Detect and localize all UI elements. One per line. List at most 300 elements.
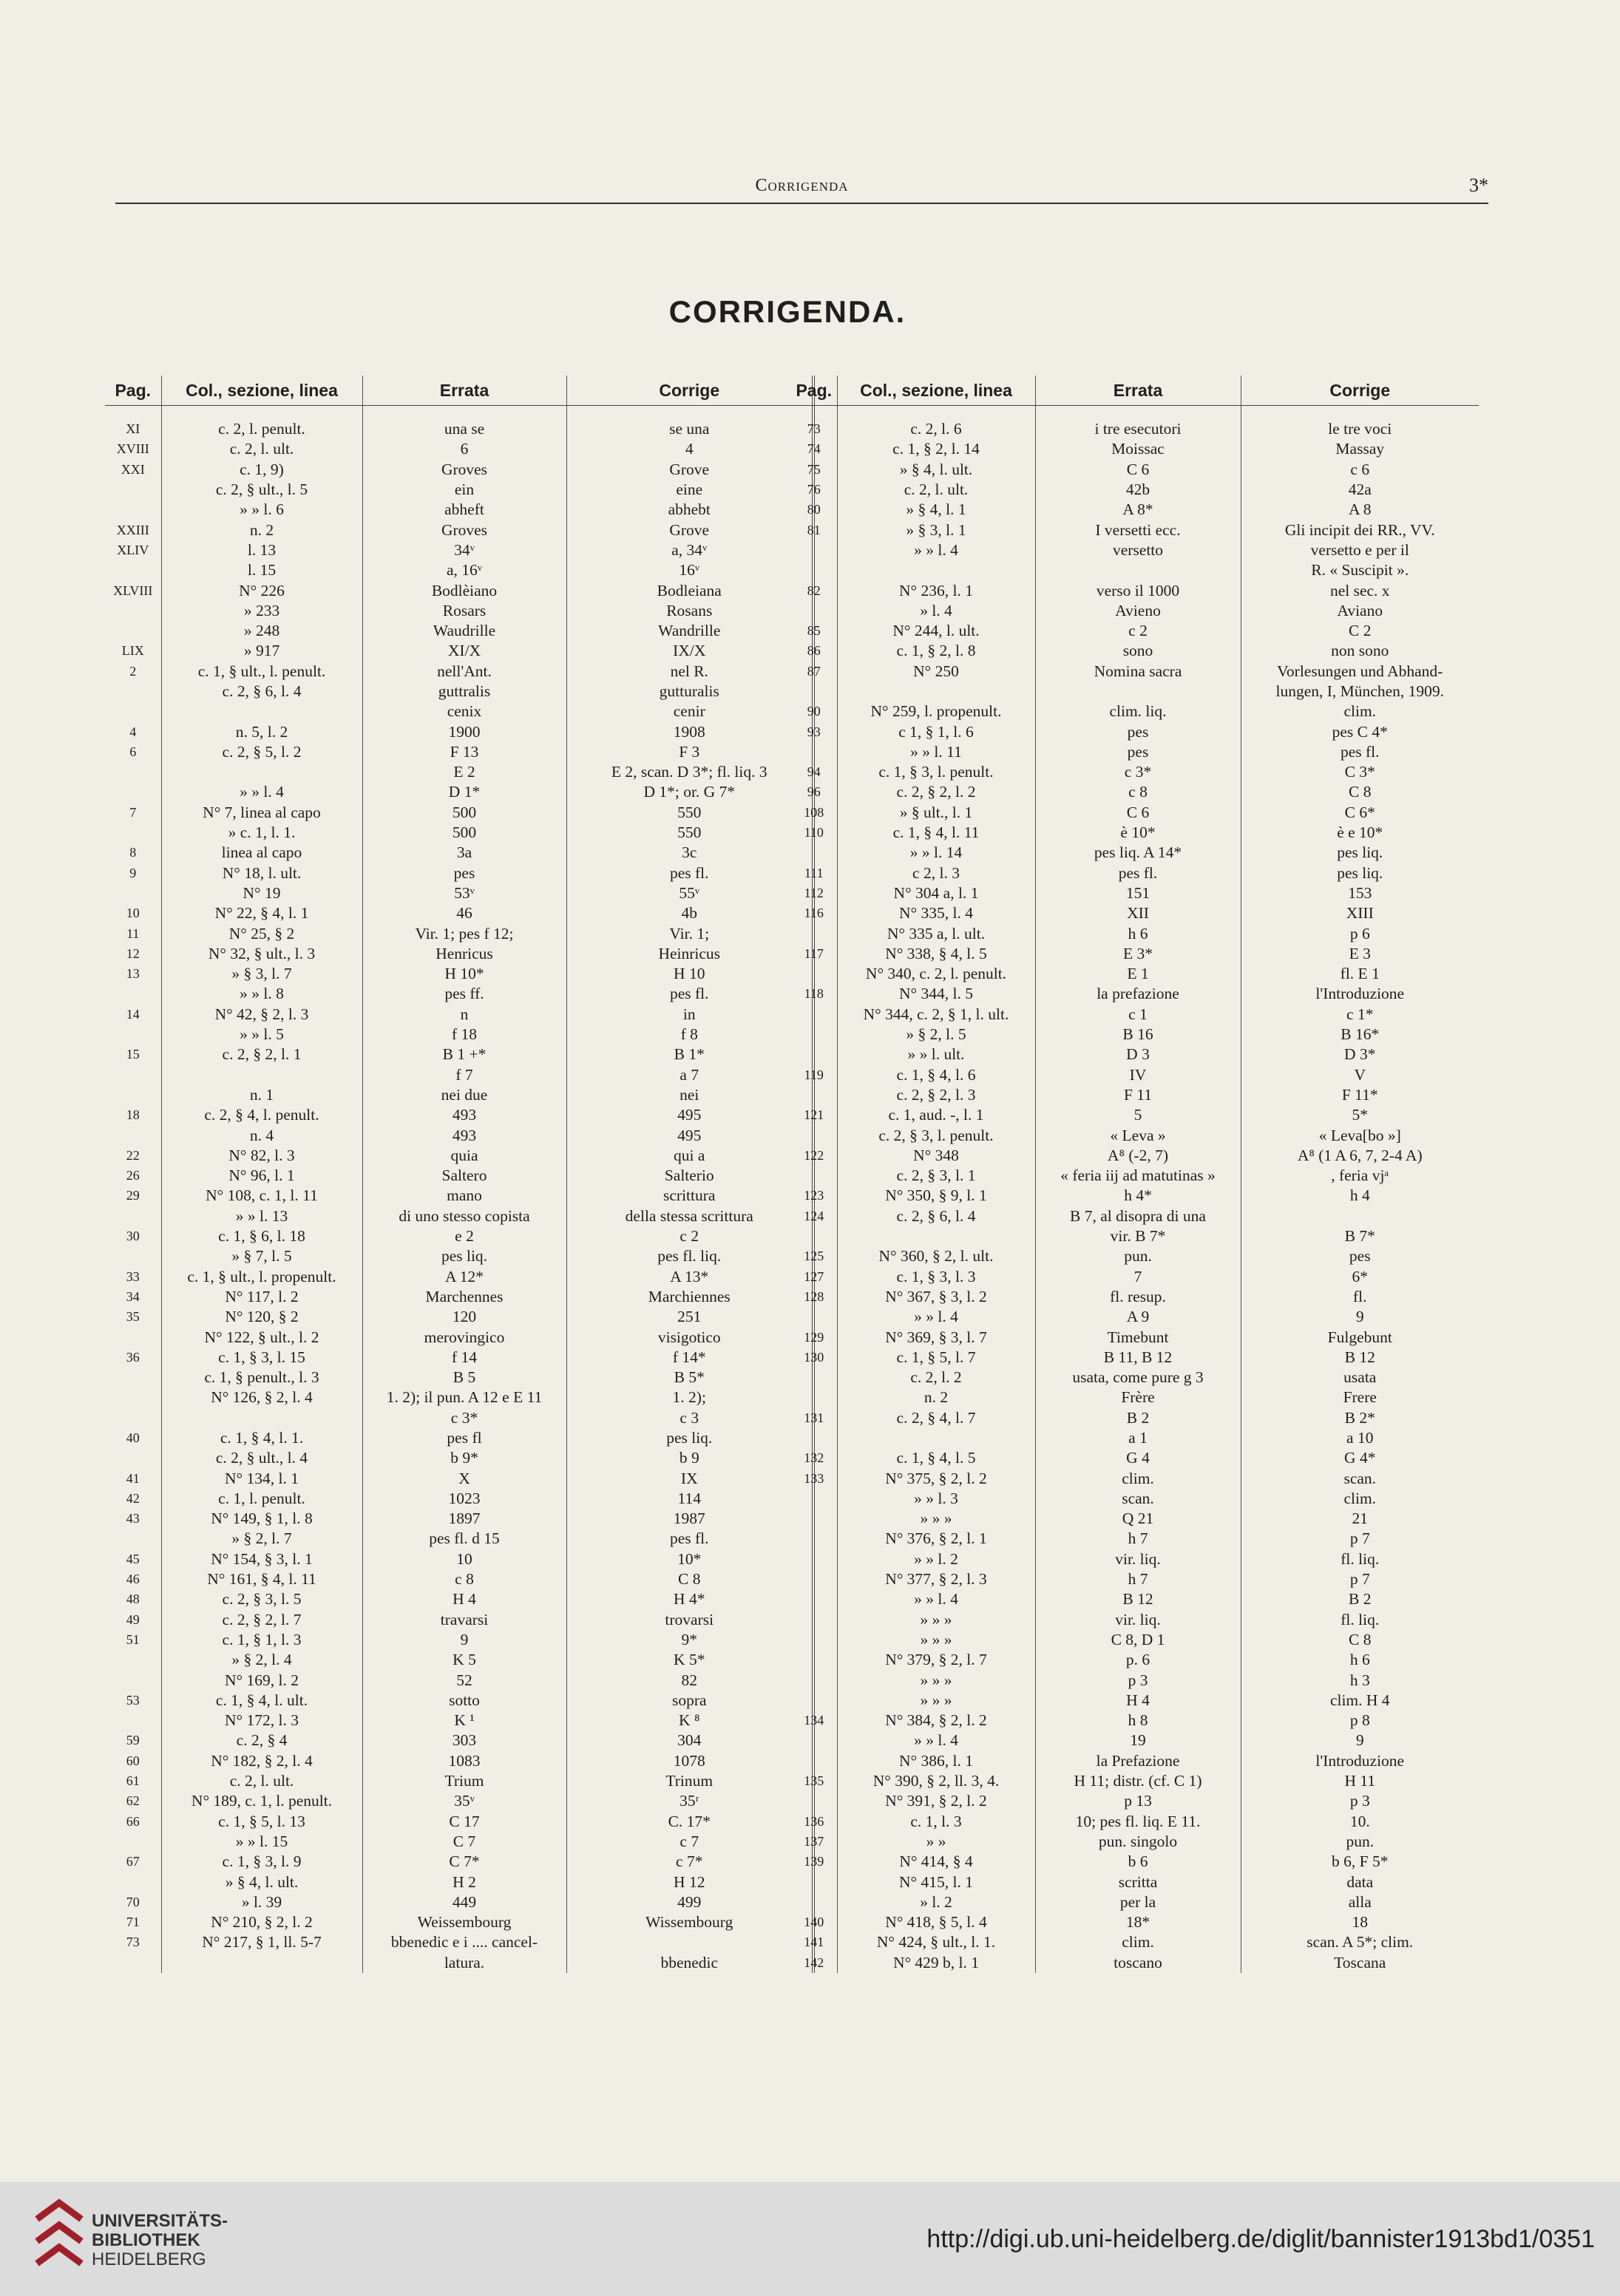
cell-pag: 8 (105, 843, 161, 863)
cell-col-section-line: c. 1, § 3, l. 15 (161, 1348, 362, 1368)
cell-col-section-line: n. 2 (161, 520, 362, 540)
cell-pag (105, 480, 161, 500)
cell-col-section-line: n. 5, l. 2 (161, 721, 362, 741)
table-row (105, 1186, 813, 1206)
table-row (105, 1529, 813, 1549)
cell-errata: guttralis (362, 682, 566, 702)
cell-pag: 139 (791, 1852, 837, 1872)
cell-col-section-line (837, 1428, 1035, 1448)
table-header-row (105, 376, 813, 406)
table-row (791, 702, 1479, 721)
cell-pag: 90 (791, 702, 837, 721)
cell-errata: di uno stesso copista (362, 1206, 566, 1226)
cell-corrige: trovarsi (566, 1610, 813, 1630)
cell-corrige: G 4* (1344, 1449, 1376, 1467)
cell-errata: pes (1035, 721, 1241, 741)
cell-corrige: 4 (566, 439, 813, 459)
table-row (105, 1287, 813, 1307)
cell-pag: 66 (105, 1811, 161, 1831)
cell-pag: 29 (105, 1186, 161, 1206)
table-row (105, 1791, 813, 1811)
cell-pag (105, 1529, 161, 1549)
cell-col-section-line: » » l. 15 (161, 1832, 362, 1852)
cell-col-section-line: c. 1, § 4, l. 11 (837, 823, 1035, 843)
cell-col-section-line: c. 2, § 2, l. 3 (837, 1085, 1035, 1105)
cell-corrige: scan. A 5*; clim. (1306, 1933, 1414, 1952)
cell-errata: « feria iij ad matutinas » (1035, 1166, 1241, 1186)
table-row (791, 883, 1479, 903)
table-row (105, 702, 813, 721)
cell-errata: 500 (362, 803, 566, 823)
cell-corrige: , feria vjᵃ (1331, 1166, 1389, 1185)
cell-corrige: cenir (566, 702, 813, 721)
table-row (791, 782, 1479, 802)
table-row (105, 1932, 813, 1952)
cell-corrige: h 6 (1349, 1651, 1370, 1669)
cell-pag: LIX (105, 641, 161, 661)
col-header-pag: Pag. (791, 376, 837, 406)
cell-errata: « Leva » (1035, 1125, 1241, 1145)
cell-pag: 117 (791, 944, 837, 964)
table-row (791, 480, 1479, 500)
cell-corrige: 3c (566, 843, 813, 863)
cell-pag (105, 1650, 161, 1670)
table-row (791, 1428, 1479, 1448)
cell-errata: pun. singolo (1035, 1832, 1241, 1852)
cell-corrige: Trinum (566, 1771, 813, 1791)
cell-pag: 13 (105, 964, 161, 984)
cell-pag (791, 1751, 837, 1771)
cell-pag (791, 1368, 837, 1388)
table-row (791, 1246, 1479, 1266)
cell-corrige: 499 (566, 1892, 813, 1912)
table-row (791, 580, 1479, 600)
cell-col-section-line: c. 2, § 3, l. 1 (837, 1166, 1035, 1186)
table-row (105, 1509, 813, 1529)
cell-corrige: è e 10* (1337, 823, 1383, 842)
cell-pag (791, 601, 837, 621)
cell-pag: 127 (791, 1266, 837, 1286)
cell-pag: 22 (105, 1146, 161, 1166)
cell-corrige: versetto e per il (1310, 540, 1409, 559)
cell-errata: B 16 (1035, 1025, 1241, 1045)
cell-corrige: p 8 (1349, 1711, 1370, 1730)
cell-corrige: A 8 (1349, 500, 1372, 519)
cell-errata: è 10* (1035, 823, 1241, 843)
cell-col-section-line: N° 117, l. 2 (161, 1287, 362, 1307)
cell-pag: 18 (105, 1105, 161, 1125)
cell-pag: XXI (105, 460, 161, 480)
cell-errata: 1083 (362, 1751, 566, 1771)
table-row (791, 1509, 1479, 1529)
cell-corrige: l'Introduzione (1315, 985, 1405, 1003)
cell-errata: c 3* (1035, 762, 1241, 782)
cell-col-section-line: » » l. 4 (161, 782, 362, 802)
corrigenda-table-left (105, 376, 815, 1973)
table-row (791, 964, 1479, 984)
cell-pag: 33 (105, 1266, 161, 1286)
table-row (791, 843, 1479, 863)
cell-errata: XII (1035, 903, 1241, 923)
cell-corrige: Heinricus (566, 944, 813, 964)
table-row (105, 1811, 813, 1831)
cell-corrige: C 6* (1344, 803, 1375, 821)
table-row (105, 1953, 813, 1973)
cell-errata: h 8 (1035, 1711, 1241, 1731)
table-row (105, 1025, 813, 1045)
cell-errata: fl. resup. (1035, 1287, 1241, 1307)
cell-col-section-line: c. 2, l. ult. (837, 480, 1035, 500)
table-row (791, 460, 1479, 480)
cell-col-section-line: N° 161, § 4, l. 11 (161, 1569, 362, 1589)
table-row (105, 1731, 813, 1750)
cell-col-section-line: » l. 4 (837, 601, 1035, 621)
cell-corrige: Massay (1335, 440, 1385, 458)
cell-pag: 80 (791, 500, 837, 520)
table-row (791, 439, 1479, 459)
cell-corrige: 18 (1352, 1913, 1368, 1932)
cell-errata: h 6 (1035, 923, 1241, 943)
table-row (105, 742, 813, 762)
cell-col-section-line: » » l. 4 (837, 1589, 1035, 1609)
cell-errata: Waudrille (362, 621, 566, 641)
table-row (791, 406, 1479, 440)
table-row (105, 782, 813, 802)
cell-col-section-line: N° 42, § 2, l. 3 (161, 1005, 362, 1025)
cell-corrige: B 2 (1349, 1590, 1372, 1609)
cell-pag: 12 (105, 944, 161, 964)
cell-col-section-line: N° 377, § 2, l. 3 (837, 1569, 1035, 1589)
cell-corrige: Grove (566, 460, 813, 480)
cell-pag (791, 1388, 837, 1407)
cell-pag (105, 702, 161, 721)
cell-errata: 1023 (362, 1489, 566, 1509)
table-row (105, 439, 813, 459)
table-row (791, 1872, 1479, 1892)
cell-col-section-line: » » » (837, 1509, 1035, 1529)
table-row (791, 823, 1479, 843)
table-row (105, 601, 813, 621)
cell-col-section-line: c. 2, l. 2 (837, 1368, 1035, 1388)
source-url[interactable]: http://digi.ub.uni-heidelberg.de/diglit/bannister1913bd1/0351 (926, 2225, 1595, 2253)
cell-col-section-line: » § 2, l. 4 (161, 1650, 362, 1670)
cell-corrige: B 2* (1344, 1408, 1375, 1427)
cell-col-section-line: » » » (837, 1670, 1035, 1690)
cell-errata: 303 (362, 1731, 566, 1750)
cell-errata: la Prefazione (1035, 1751, 1241, 1771)
table-row (105, 682, 813, 702)
table-row (105, 1348, 813, 1368)
cell-pag (791, 1691, 837, 1711)
cell-errata: c 2 (1035, 621, 1241, 641)
cell-corrige: nei (566, 1085, 813, 1105)
table-row (791, 1711, 1479, 1731)
cell-pag: 121 (791, 1105, 837, 1125)
cell-col-section-line: » l. 39 (161, 1892, 362, 1912)
cell-errata: f 14 (362, 1348, 566, 1368)
cell-col-section-line: » § 2, l. 7 (161, 1529, 362, 1549)
table-row (791, 1691, 1479, 1711)
cell-errata: Nomina sacra (1035, 662, 1241, 682)
cell-corrige: 35ʳ (566, 1791, 813, 1811)
cell-pag: 128 (791, 1287, 837, 1307)
cell-corrige: Grove (566, 520, 813, 540)
cell-pag (105, 782, 161, 802)
cell-pag (791, 1791, 837, 1811)
cell-col-section-line: c. 1, § 4, l. 5 (837, 1448, 1035, 1468)
cell-errata: pes fl. d 15 (362, 1529, 566, 1549)
cell-pag: 136 (791, 1811, 837, 1831)
table-row (105, 580, 813, 600)
cell-corrige: 9 (1355, 1308, 1364, 1326)
cell-errata: B 7, al disopra di una (1035, 1206, 1241, 1226)
table-row (791, 1045, 1479, 1064)
cell-pag (791, 1489, 837, 1509)
cell-pag (791, 964, 837, 984)
cell-errata: nell'Ant. (362, 662, 566, 682)
cell-corrige: p 7 (1349, 1570, 1370, 1589)
cell-corrige: D 1*; or. G 7* (566, 782, 813, 802)
table-row (105, 883, 813, 903)
table-row (791, 1630, 1479, 1650)
cell-pag (105, 1953, 161, 1973)
cell-corrige: 9* (566, 1630, 813, 1650)
left-table-body (105, 406, 813, 1973)
cell-corrige: A⁸ (1 A 6, 7, 2-4 A) (1297, 1146, 1423, 1164)
table-row (791, 621, 1479, 641)
cell-corrige: della stessa scrittura (566, 1206, 813, 1226)
cell-col-section-line: c. 1, l. 3 (837, 1811, 1035, 1831)
table-row (105, 1206, 813, 1226)
cell-corrige: 9 (1355, 1731, 1364, 1750)
cell-col-section-line: N° 350, § 9, l. 1 (837, 1186, 1035, 1206)
cell-pag: 119 (791, 1065, 837, 1085)
table-row (791, 1529, 1479, 1549)
table-row (105, 1448, 813, 1468)
cell-col-section-line: c. 2, § 3, l. 5 (161, 1589, 362, 1609)
cell-corrige: fl. E 1 (1340, 965, 1380, 983)
cell-col-section-line: linea al capo (161, 843, 362, 863)
table-row (791, 1186, 1479, 1206)
library-name (92, 2212, 228, 2269)
cell-errata: Moissac (1035, 439, 1241, 459)
cell-pag: 133 (791, 1468, 837, 1488)
cell-col-section-line: N° 169, l. 2 (161, 1670, 362, 1690)
table-row (105, 500, 813, 520)
cell-errata: Rosars (362, 601, 566, 621)
cell-corrige: 251 (566, 1307, 813, 1327)
table-row (791, 1307, 1479, 1327)
cell-col-section-line: N° 122, § ult., l. 2 (161, 1327, 362, 1347)
cell-col-section-line: » » l. 8 (161, 984, 362, 1004)
cell-col-section-line: N° 19 (161, 883, 362, 903)
cell-pag (791, 1428, 837, 1448)
library-name-line3: HEIDELBERG (92, 2249, 206, 2269)
table-row (105, 1166, 813, 1186)
cell-errata: B 12 (1035, 1589, 1241, 1609)
cell-col-section-line: N° 236, l. 1 (837, 580, 1035, 600)
table-row (105, 662, 813, 682)
cell-col-section-line: » § 3, l. 1 (837, 520, 1035, 540)
cell-pag: 108 (791, 803, 837, 823)
cell-pag (791, 1670, 837, 1690)
cell-corrige: c 3 (566, 1408, 813, 1428)
cell-pag: 6 (105, 742, 161, 762)
cell-corrige: pes fl. (566, 863, 813, 883)
cell-errata (1035, 682, 1241, 702)
cell-errata: Avieno (1035, 601, 1241, 621)
cell-col-section-line (161, 702, 362, 721)
cell-errata: D 1* (362, 782, 566, 802)
cell-col-section-line: c. 1, § 5, l. 7 (837, 1348, 1035, 1368)
cell-col-section-line: » § 2, l. 5 (837, 1025, 1035, 1045)
cell-corrige: Vir. 1; (566, 923, 813, 943)
cell-errata: F 13 (362, 742, 566, 762)
cell-errata: h 7 (1035, 1529, 1241, 1549)
cell-corrige: H 4* (566, 1589, 813, 1609)
cell-errata: clim. (1035, 1932, 1241, 1952)
cell-col-section-line: c. 1, § 3, l. penult. (837, 762, 1035, 782)
cell-corrige: C 8 (1349, 1630, 1372, 1648)
table-row (105, 1388, 813, 1407)
cell-pag: 73 (105, 1932, 161, 1952)
cell-corrige: data (1346, 1872, 1374, 1891)
cell-pag: 11 (105, 923, 161, 943)
cell-errata: Marchennes (362, 1287, 566, 1307)
table-row (791, 1348, 1479, 1368)
table-row (791, 1489, 1479, 1509)
col-header-corrige: Corrige (1241, 376, 1479, 406)
cell-errata: pun. (1035, 1246, 1241, 1266)
cell-col-section-line: c. 2, § 2, l. 2 (837, 782, 1035, 802)
table-row (105, 1549, 813, 1569)
cell-errata: I versetti ecc. (1035, 520, 1241, 540)
cell-errata: 500 (362, 823, 566, 843)
cell-col-section-line: » § 4, l. ult. (161, 1872, 362, 1892)
cell-corrige: XIII (1346, 904, 1374, 923)
cell-pag: 118 (791, 984, 837, 1004)
cell-pag (105, 1670, 161, 1690)
cell-corrige: IX (566, 1468, 813, 1488)
col-header-col: Col., sezione, linea (161, 376, 362, 406)
cell-pag: 4 (105, 721, 161, 741)
cell-errata: verso il 1000 (1035, 580, 1241, 600)
cell-errata: clim. (1035, 1468, 1241, 1488)
cell-corrige: B 5* (566, 1368, 813, 1388)
table-row (791, 1610, 1479, 1630)
cell-corrige: Wandrille (566, 621, 813, 641)
table-row (105, 1751, 813, 1771)
cell-col-section-line: c. 2, § ult., l. 4 (161, 1448, 362, 1468)
table-row (105, 1691, 813, 1711)
cell-errata: 53ᵛ (362, 883, 566, 903)
cell-col-section-line: » c. 1, l. 1. (161, 823, 362, 843)
cell-corrige: nel sec. x (1329, 581, 1390, 600)
cell-errata: vir. liq. (1035, 1610, 1241, 1630)
table-row (791, 1105, 1479, 1125)
cell-pag: 15 (105, 1045, 161, 1064)
cell-errata: Groves (362, 520, 566, 540)
cell-pag: XLVIII (105, 580, 161, 600)
cell-pag (791, 1226, 837, 1246)
cell-pag (105, 984, 161, 1004)
cell-col-section-line: c. 1, § ult., l. penult. (161, 662, 362, 682)
cell-pag (791, 1650, 837, 1670)
cell-pag (791, 682, 837, 702)
cell-errata: 120 (362, 1307, 566, 1327)
cell-corrige: « Leva[bo »] (1318, 1126, 1401, 1144)
cell-errata (1035, 560, 1241, 580)
table-row (105, 1226, 813, 1246)
cell-corrige: 1987 (566, 1509, 813, 1529)
cell-corrige: C 2 (1349, 622, 1372, 640)
cell-pag (791, 1307, 837, 1327)
cell-errata: f 7 (362, 1065, 566, 1085)
cell-col-section-line: N° 376, § 2, l. 1 (837, 1529, 1035, 1549)
cell-errata: pes (1035, 742, 1241, 762)
cell-corrige: clim. H 4 (1329, 1691, 1390, 1709)
cell-corrige: fl. liq. (1341, 1610, 1380, 1628)
cell-corrige (1241, 1206, 1479, 1226)
cell-corrige: nel R. (566, 662, 813, 682)
cell-errata: E 3* (1035, 944, 1241, 964)
table-row (791, 1811, 1479, 1831)
cell-col-section-line: » » l. 4 (837, 540, 1035, 560)
cell-col-section-line: c. 1, 9) (161, 460, 362, 480)
cell-corrige: f 14* (566, 1348, 813, 1368)
table-row (791, 1448, 1479, 1468)
cell-errata: G 4 (1035, 1448, 1241, 1468)
cell-pag: 81 (791, 520, 837, 540)
cell-corrige: 5* (1352, 1106, 1368, 1124)
cell-pag (791, 1892, 837, 1912)
cell-errata: K ¹ (362, 1711, 566, 1731)
table-row (791, 1751, 1479, 1771)
table-row (791, 500, 1479, 520)
cell-errata: Saltero (362, 1166, 566, 1186)
cell-col-section-line: N° 338, § 4, l. 5 (837, 944, 1035, 964)
cell-errata: merovingico (362, 1327, 566, 1347)
cell-pag: 112 (791, 883, 837, 903)
cell-errata: ein (362, 480, 566, 500)
cell-errata: 151 (1035, 883, 1241, 903)
table-row (105, 1125, 813, 1145)
cell-pag: 49 (105, 1610, 161, 1630)
cell-pag (791, 1085, 837, 1105)
cell-pag: 2 (105, 662, 161, 682)
table-row (791, 762, 1479, 782)
cell-col-section-line: l. 15 (161, 560, 362, 580)
table-row (105, 1105, 813, 1125)
cell-col-section-line: N° 32, § ult., l. 3 (161, 944, 362, 964)
cell-errata: clim. liq. (1035, 702, 1241, 721)
cell-pag: 87 (791, 662, 837, 682)
cell-corrige: Rosans (566, 601, 813, 621)
cell-col-section-line: c. 2, § 2, l. 1 (161, 1045, 362, 1064)
cell-errata: pes ff. (362, 984, 566, 1004)
cell-col-section-line: » » (837, 1832, 1035, 1852)
table-row (791, 1953, 1479, 1973)
cell-col-section-line: c. 1, § 5, l. 13 (161, 1811, 362, 1831)
cell-pag: 30 (105, 1226, 161, 1246)
cell-errata: 1900 (362, 721, 566, 741)
table-row (105, 621, 813, 641)
cell-col-section-line: c. 1, § penult., l. 3 (161, 1368, 362, 1388)
cell-errata: XI/X (362, 641, 566, 661)
cell-corrige: B 16* (1341, 1025, 1380, 1044)
cell-col-section-line: c. 2, § 6, l. 4 (161, 682, 362, 702)
cell-col-section-line: c. 1, § 6, l. 18 (161, 1226, 362, 1246)
